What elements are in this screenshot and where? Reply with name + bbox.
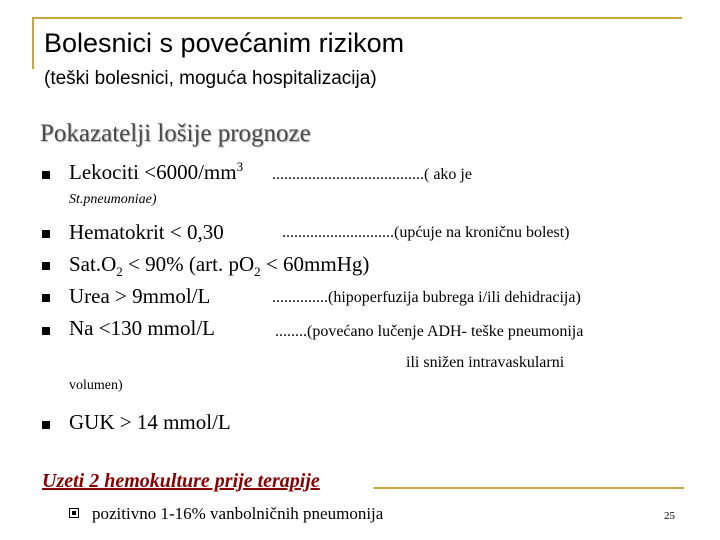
item-saturation xyxy=(69,252,370,280)
frame-top-line xyxy=(32,17,682,19)
section-heading: Pokazatelji lošije prognoze xyxy=(40,120,311,147)
hemoculture-item: pozitivno 1-16% vanbolničnih pneumonija xyxy=(92,504,384,523)
item-sodium: Na <130 mmol/L xyxy=(69,316,215,340)
item-sodium-cont: volumen) xyxy=(69,378,123,393)
item-leukocytes-cont: St.pneumoniae) xyxy=(69,192,157,207)
frame-bottom-line xyxy=(374,487,684,489)
item-leukocytes xyxy=(69,160,243,185)
item-saturation-mid: < 90% (art. pO xyxy=(122,252,255,276)
item-hematocrit: Hematokrit < 0,30 xyxy=(69,220,224,244)
bullet-square-icon xyxy=(42,327,50,335)
item-urea-note: ..............(hipoperfuzija bubrega i/ili dehidracija) xyxy=(272,289,581,306)
page-number: 25 xyxy=(664,510,675,522)
item-sodium-note-2: ili snižen intravaskularni xyxy=(406,354,565,371)
bullet-square-icon xyxy=(42,262,50,270)
item-urea: Urea > 9mmol/L xyxy=(69,284,211,308)
bullet-square-icon xyxy=(42,171,50,179)
slide-title: Bolesnici s povećanim rizikom xyxy=(44,28,405,58)
item-leukocytes-text: Lekociti <6000/mm xyxy=(69,160,237,184)
bullet-square-icon xyxy=(42,294,50,302)
item-saturation-pre: Sat.O xyxy=(69,252,117,276)
item-saturation-sub1: 2 xyxy=(116,264,123,280)
checkbox-bullet-icon xyxy=(69,508,79,518)
hemoculture-heading: Uzeti 2 hemokulture prije terapije xyxy=(42,470,320,492)
item-leukocytes-sup: 3 xyxy=(236,159,244,174)
item-glucose: GUK > 14 mmol/L xyxy=(69,410,231,434)
frame-left-line xyxy=(32,17,34,69)
item-saturation-sub2: 2 xyxy=(254,264,261,280)
bullet-square-icon xyxy=(42,230,50,238)
bullet-square-icon xyxy=(42,421,50,429)
item-sodium-note: ........(povećano lučenje ADH- teške pneumonija xyxy=(275,323,584,340)
slide-subtitle: (teški bolesnici, moguća hospitalizacija) xyxy=(44,68,377,89)
item-hematocrit-note: ............................(upćuje na kroničnu bolest) xyxy=(282,224,570,241)
item-saturation-post: < 60mmHg) xyxy=(260,252,370,276)
item-leukocytes-note: ......................................( ako je xyxy=(272,166,472,183)
